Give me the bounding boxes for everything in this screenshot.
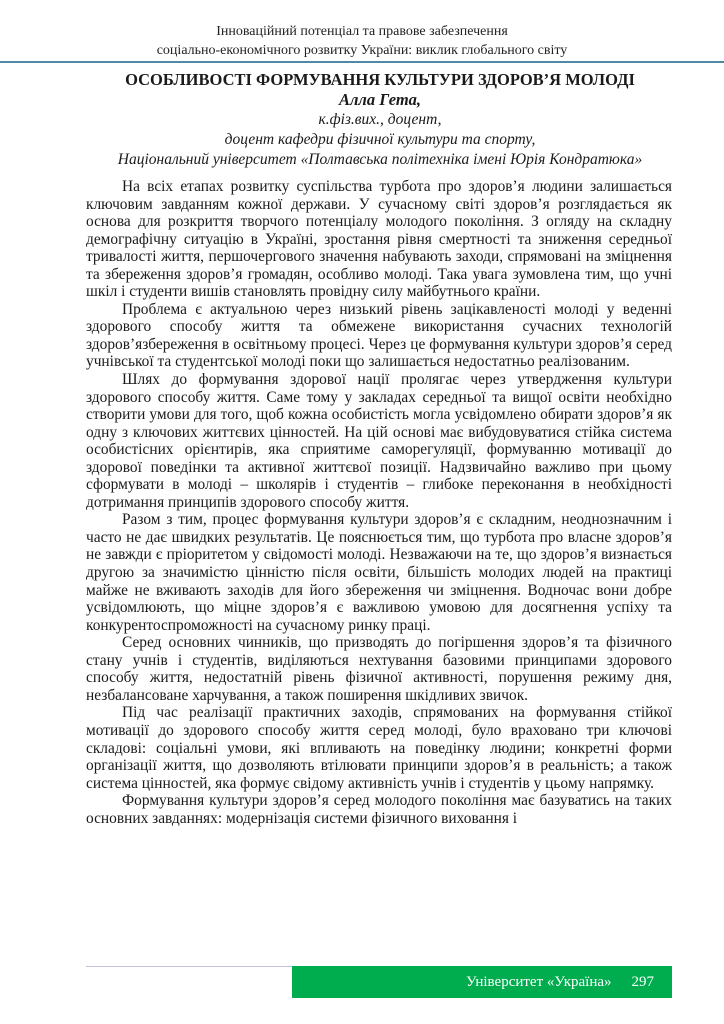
paragraph: На всіх етапах розвитку суспільства турбота про здоров’я людини залишається ключовим завданням кожної держави. У сучасному світі здоров’я розглядається як основа для розкриття творчого потенціалу молодого покоління. З огляду на складну демографічну ситуацію в Україні, зростання рівня смертності та зниження середньої тривалості життя, першочергового значення набувають заходи, спрямовані на зміцнення та збереження здоров’я громадян, особливо молоді. Така увага зумовлена тим, що учні шкіл і студенти вишів становлять провідну силу майбутнього країни. <box>86 178 672 301</box>
footer-publisher: Університет «Україна» <box>466 973 612 990</box>
paragraph: Шлях до формування здорової нації пролягає через утвердження культури здорового способу життя. Саме тому у закладах середньої та вищої освіти необхідно створити умови для того, щоб кожна особистість могла усвідомлено обирати здоров’я як одну з ключових життєвих цінностей. На цій основі має вибудовуватися стійка система особистісних орієнтирів, яка сприятиме саморегуляції, формуванню мотивації до здорової поведінки та активної життєвої позиції. Надзвичайно важливо при цьому сформувати в молоді – школярів і студентів – глибоке переконання в необхідності дотримання принципів здорового способу життя. <box>86 371 672 511</box>
running-head-line-1: Інноваційний потенціал та правове забезпечення <box>216 24 508 39</box>
paragraph: Під час реалізації практичних заходів, спрямованих на формування стійкої мотивації до здорового способу життя серед молоді, було враховано три ключові складові: соціальні умови, які впливають на поведінку людини; конкретні форми організації життя, що дозволяють втілювати принципи здоров’я в реальність; а також система цінностей, яка формує свідому активність учнів і студентів у цьому напрямку. <box>86 704 672 792</box>
author-position: доцент кафедри фізичної культури та спорту, <box>224 131 536 148</box>
page-number: 297 <box>631 973 654 990</box>
running-head-line-2: соціально-економічного розвитку України: виклик глобального світу <box>156 43 568 58</box>
paragraph: Разом з тим, процес формування культури здоров’я є складним, неоднозначним і часто не дає швидких результатів. Це пояснюється тим, що турбота про власне здоров’я не завжди є пріоритетом у свідомості молоді. Незважаючи на те, що здоров’я визнається другою за значимістю цінністю після освіти, більшість молодих людей на практиці майже не вживають заходів для його збереження чи зміцнення. Водночас вони добре усвідомлюють, що міцне здоров’я є важливою умовою для досягнення успіху та конкурентоспроможності на сучасному ринку праці. <box>86 511 672 634</box>
article-header <box>60 70 700 170</box>
footer-bar <box>292 966 672 998</box>
author-institution: Національний університет «Полтавська політехніка імені Юрія Кондратюка» <box>117 151 643 168</box>
header-divider <box>0 61 724 63</box>
running-head <box>0 22 724 60</box>
paragraph: Серед основних чинників, що призводять до погіршення здоров’я та фізичного стану учнів і студентів, виділяються нехтування базовими принципами здорового способу життя, недостатній рівень фізичної активності, порушення режиму дня, незбалансоване харчування, а також поширення шкідливих звичок. <box>86 634 672 704</box>
footer-divider <box>86 966 292 967</box>
article-title: ОСОБЛИВОСТІ ФОРМУВАННЯ КУЛЬТУРИ ЗДОРОВ’Я МОЛОДІ <box>125 70 635 89</box>
paragraph: Проблема є актуальною через низький рівень зацікавленості молоді у веденні здорового способу життя та обмежене використання сучасних технологій здоров’язбереження в освітньому процесі. Через це формування культури здоров’я серед учнівської та студентської молоді поки що залишається недостатньо реалізованим. <box>86 300 672 371</box>
article-body <box>86 178 672 827</box>
author-degree: к.фіз.вих., доцент, <box>318 111 442 128</box>
paragraph: Формування культури здоров’я серед молодого покоління має базуватись на таких основних завданнях: модернізація системи фізичного виховання і <box>86 792 672 827</box>
author-name: Алла Гета, <box>338 90 422 109</box>
